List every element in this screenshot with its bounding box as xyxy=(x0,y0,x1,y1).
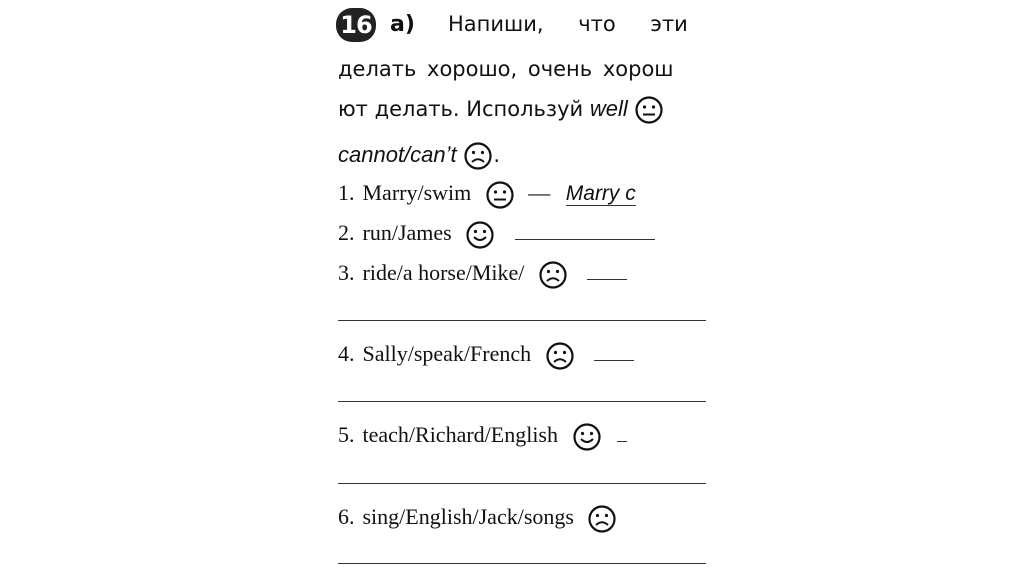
sad-face-icon xyxy=(587,504,617,534)
item-number: 4. xyxy=(338,341,355,367)
neutral-face-icon xyxy=(485,180,515,210)
answer-field-2[interactable] xyxy=(515,237,655,240)
answer-line-4b[interactable] xyxy=(338,401,706,402)
answer-field-1[interactable]: Marry c xyxy=(565,182,636,206)
item-number: 2. xyxy=(338,220,355,246)
instruction-line-4 xyxy=(338,141,500,171)
instruction-line-2: делать хорошо, очень хорош xyxy=(338,57,674,81)
sad-face-icon xyxy=(545,341,575,371)
smiley-face-icon xyxy=(572,422,602,452)
sad-face-icon xyxy=(538,260,568,290)
exercise-item-2 xyxy=(338,220,655,250)
exercise-item-1 xyxy=(338,180,636,210)
keyword-well: well xyxy=(589,96,628,121)
item-prompt: sing/English/Jack/songs xyxy=(362,504,574,530)
item-prompt: teach/Richard/English xyxy=(362,422,558,448)
answer-line-3b[interactable] xyxy=(338,320,706,321)
sad-face-icon xyxy=(463,141,493,171)
item-number: 5. xyxy=(338,422,355,448)
exercise-item-6 xyxy=(338,504,617,534)
answer-field-5[interactable] xyxy=(617,439,627,442)
answer-field-4[interactable] xyxy=(594,358,634,361)
instruction-line-4-end: . xyxy=(493,143,501,167)
answer-field-3[interactable] xyxy=(587,277,627,280)
neutral-face-icon xyxy=(634,95,664,125)
exercise-item-3 xyxy=(338,260,627,290)
instruction-line-3-text: ют делать. Используй xyxy=(338,97,584,121)
item-prompt: Sally/speak/French xyxy=(362,341,532,367)
smiley-face-icon xyxy=(465,220,495,250)
instruction-line-1: Напиши, что эти xyxy=(448,12,688,36)
item-dash: — xyxy=(528,180,551,206)
answer-line-5b[interactable] xyxy=(338,483,706,484)
item-number: 6. xyxy=(338,504,355,530)
exercise-part-label: а) xyxy=(390,12,415,37)
keyword-cannot: cannot/can’t xyxy=(338,142,457,167)
item-number: 3. xyxy=(338,260,355,286)
exercise-number-badge: 16 xyxy=(336,8,376,42)
worksheet xyxy=(330,0,706,574)
item-prompt: Marry/swim xyxy=(362,180,472,206)
instruction-line-3 xyxy=(338,95,664,125)
exercise-item-5 xyxy=(338,422,627,452)
exercise-item-4 xyxy=(338,341,634,371)
item-number: 1. xyxy=(338,180,355,206)
item-prompt: run/James xyxy=(362,220,452,246)
answer-line-6b[interactable] xyxy=(338,563,706,564)
item-prompt: ride/a horse/Mike/ xyxy=(362,260,525,286)
